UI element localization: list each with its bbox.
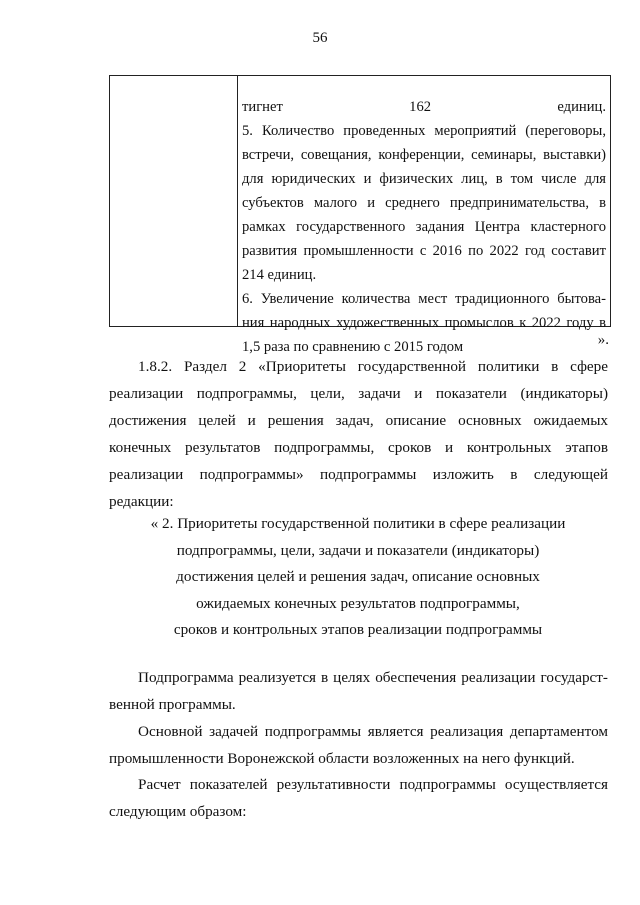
paragraph-line: реализации подпрограммы» подпрограммы изложить в следующей редакции: bbox=[109, 466, 608, 510]
table-column-divider bbox=[237, 76, 238, 326]
heading-line: « 2. Приоритеты государственной политики в сфере реализации bbox=[150, 515, 566, 532]
page-number: 56 bbox=[312, 30, 328, 46]
indicators-table bbox=[109, 75, 611, 355]
paragraph-line: Подпрограмма реализуется в целях обеспечения реализации государст- bbox=[138, 669, 608, 686]
table-line: встречи, совещания, конференции, семинары, выставки) bbox=[242, 147, 606, 163]
section-heading bbox=[108, 511, 608, 644]
paragraph-line: конечных результатов подпрограммы, сроков и контрольных этапов bbox=[109, 439, 608, 456]
body-paragraph bbox=[109, 718, 608, 772]
paragraph-line: реализации подпрограммы, цели, задачи и показатели (индикаторы) bbox=[109, 385, 608, 402]
heading-line: достижения целей и решения задач, описание основных bbox=[176, 568, 540, 585]
table-line: 214 единиц. bbox=[242, 267, 317, 283]
paragraph-line: следующим образом: bbox=[109, 803, 247, 820]
body-paragraph bbox=[109, 771, 608, 825]
table-line: для юридических и физических лиц, в том числе для bbox=[242, 171, 606, 187]
paragraph-line: Расчет показателей результативности подпрограммы осуществляется bbox=[138, 776, 608, 793]
section-intro-paragraph bbox=[109, 353, 608, 515]
table-line: тигнет 162 единиц. bbox=[242, 99, 606, 115]
paragraph-line: 1.8.2. Раздел 2 «Приоритеты государственной политики в сфере bbox=[138, 358, 608, 375]
heading-line: подпрограммы, цели, задачи и показатели (индикаторы) bbox=[176, 541, 540, 559]
paragraph-line: венной программы. bbox=[109, 696, 236, 713]
paragraph-line: промышленности Воронежской области возложенных на него функций. bbox=[109, 750, 575, 767]
paragraph-line: Основной задачей подпрограммы является реализация департаментом bbox=[138, 723, 608, 740]
table-line: 1,5 раза по сравнению с 2015 годом bbox=[242, 339, 464, 355]
table-line: ния народных художественных промыслов к 2022 году в bbox=[242, 315, 606, 331]
body-paragraph bbox=[109, 664, 608, 718]
table-line: 6. Увеличение количества мест традиционного бытова- bbox=[242, 291, 606, 307]
heading-line: сроков и контрольных этапов реализации подпрограммы bbox=[173, 621, 543, 638]
table-line: субъектов малого и среднего предпринимательства, в bbox=[242, 195, 606, 211]
table-cell-text bbox=[242, 95, 606, 359]
table-line: 5. Количество проведенных мероприятий (переговоры, bbox=[242, 123, 606, 139]
closing-quote: ». bbox=[597, 332, 609, 348]
table-line: развития промышленности с 2016 по 2022 год составит bbox=[242, 243, 606, 259]
paragraph-line: достижения целей и решения задач, описание основных ожидаемых bbox=[109, 412, 608, 429]
heading-line: ожидаемых конечных результатов подпрограммы, bbox=[196, 594, 520, 612]
table-line: рамках государственного задания Центра кластерного bbox=[242, 219, 606, 235]
